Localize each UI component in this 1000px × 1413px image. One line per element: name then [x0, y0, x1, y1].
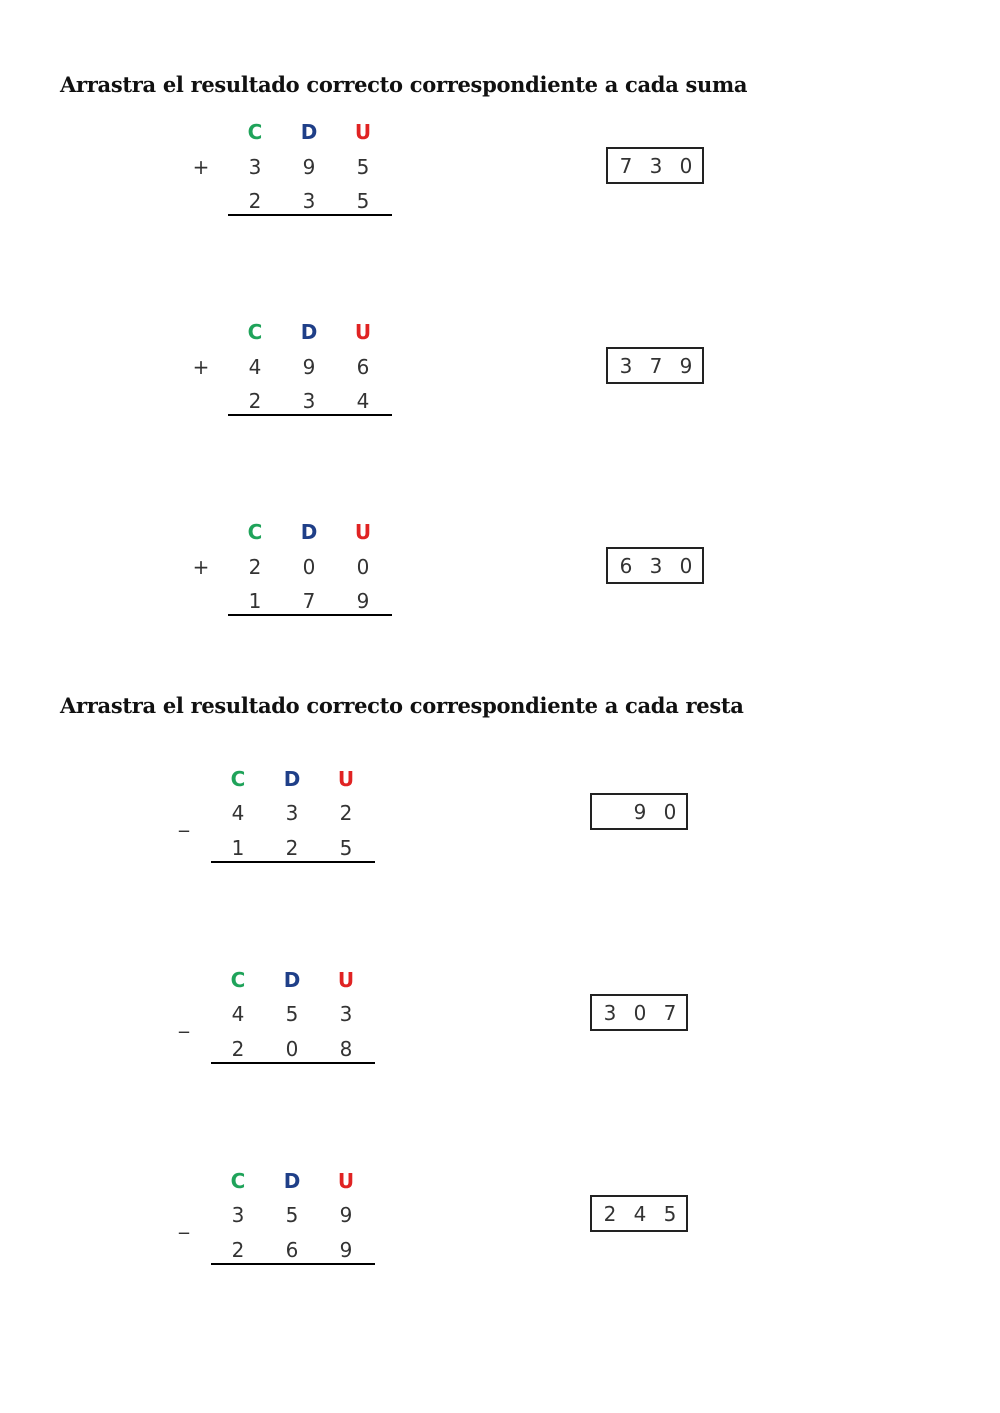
resta-heading: Arrastra el resultado correcto correspondiente a cada resta	[60, 693, 744, 718]
column-u-label: U	[337, 767, 355, 791]
column-u-label: U	[337, 1169, 355, 1193]
bottom-digit-d: 2	[285, 836, 299, 860]
top-digit-u: 5	[356, 155, 370, 179]
column-d-label: D	[300, 120, 318, 144]
column-d-label: D	[300, 320, 318, 344]
bottom-digit-u: 9	[339, 1238, 353, 1262]
answer-digit: 9	[679, 354, 693, 378]
column-c-label: C	[247, 320, 263, 344]
top-digit-d: 9	[302, 155, 316, 179]
top-digit-u: 9	[339, 1203, 353, 1227]
bottom-digit-c: 1	[248, 589, 262, 613]
bottom-digit-u: 8	[339, 1037, 353, 1061]
bottom-digit-u: 9	[356, 589, 370, 613]
answer-digit: 3	[603, 1001, 617, 1025]
answer-box[interactable]	[606, 547, 704, 584]
difference-line	[211, 1263, 375, 1265]
top-digit-u: 3	[339, 1002, 353, 1026]
column-u-label: U	[354, 520, 372, 544]
column-d-label: D	[300, 520, 318, 544]
top-digit-d: 3	[285, 801, 299, 825]
top-digit-d: 5	[285, 1203, 299, 1227]
column-d-label: D	[283, 767, 301, 791]
column-d-label: D	[283, 1169, 301, 1193]
bottom-digit-u: 5	[356, 189, 370, 213]
bottom-digit-d: 3	[302, 189, 316, 213]
difference-line	[211, 1062, 375, 1064]
answer-digit: 4	[633, 1202, 647, 1226]
bottom-digit-d: 3	[302, 389, 316, 413]
sum-line	[228, 614, 392, 616]
minus-sign: _	[179, 1210, 189, 1234]
top-digit-u: 0	[356, 555, 370, 579]
answer-digit: 6	[619, 554, 633, 578]
bottom-digit-u: 5	[339, 836, 353, 860]
answer-digit: 5	[663, 1202, 677, 1226]
answer-box[interactable]	[590, 994, 688, 1031]
bottom-digit-c: 1	[231, 836, 245, 860]
column-c-label: C	[230, 1169, 246, 1193]
answer-digit: 9	[633, 800, 647, 824]
column-c-label: C	[230, 767, 246, 791]
column-c-label: C	[230, 968, 246, 992]
minus-sign: _	[179, 1009, 189, 1033]
answer-digit: 3	[649, 154, 663, 178]
answer-digit: 7	[649, 354, 663, 378]
column-u-label: U	[354, 320, 372, 344]
top-digit-c: 4	[248, 355, 262, 379]
top-digit-c: 3	[248, 155, 262, 179]
column-u-label: U	[354, 120, 372, 144]
top-digit-c: 4	[231, 801, 245, 825]
sum-line	[228, 414, 392, 416]
answer-digit: 2	[603, 1202, 617, 1226]
answer-digit: 3	[619, 354, 633, 378]
bottom-digit-c: 2	[248, 189, 262, 213]
top-digit-c: 4	[231, 1002, 245, 1026]
column-c-label: C	[247, 520, 263, 544]
sum-line	[228, 214, 392, 216]
column-u-label: U	[337, 968, 355, 992]
bottom-digit-u: 4	[356, 389, 370, 413]
bottom-digit-c: 2	[231, 1037, 245, 1061]
bottom-digit-d: 6	[285, 1238, 299, 1262]
answer-digit: 0	[633, 1001, 647, 1025]
minus-sign: _	[179, 808, 189, 832]
answer-digit: 0	[679, 154, 693, 178]
column-c-label: C	[247, 120, 263, 144]
answer-box[interactable]	[606, 147, 704, 184]
top-digit-d: 9	[302, 355, 316, 379]
answer-box[interactable]	[590, 793, 688, 830]
answer-box[interactable]	[606, 347, 704, 384]
answer-digit: 7	[619, 154, 633, 178]
answer-digit: 0	[679, 554, 693, 578]
bottom-digit-c: 2	[248, 389, 262, 413]
plus-sign: +	[192, 555, 210, 579]
plus-sign: +	[192, 355, 210, 379]
top-digit-d: 5	[285, 1002, 299, 1026]
bottom-digit-c: 2	[231, 1238, 245, 1262]
suma-heading: Arrastra el resultado correcto correspondiente a cada suma	[60, 72, 748, 97]
answer-digit: 7	[663, 1001, 677, 1025]
top-digit-d: 0	[302, 555, 316, 579]
column-d-label: D	[283, 968, 301, 992]
top-digit-u: 6	[356, 355, 370, 379]
top-digit-u: 2	[339, 801, 353, 825]
top-digit-c: 2	[248, 555, 262, 579]
bottom-digit-d: 0	[285, 1037, 299, 1061]
bottom-digit-d: 7	[302, 589, 316, 613]
plus-sign: +	[192, 155, 210, 179]
answer-box[interactable]	[590, 1195, 688, 1232]
answer-digit: 3	[649, 554, 663, 578]
difference-line	[211, 861, 375, 863]
answer-digit: 0	[663, 800, 677, 824]
top-digit-c: 3	[231, 1203, 245, 1227]
